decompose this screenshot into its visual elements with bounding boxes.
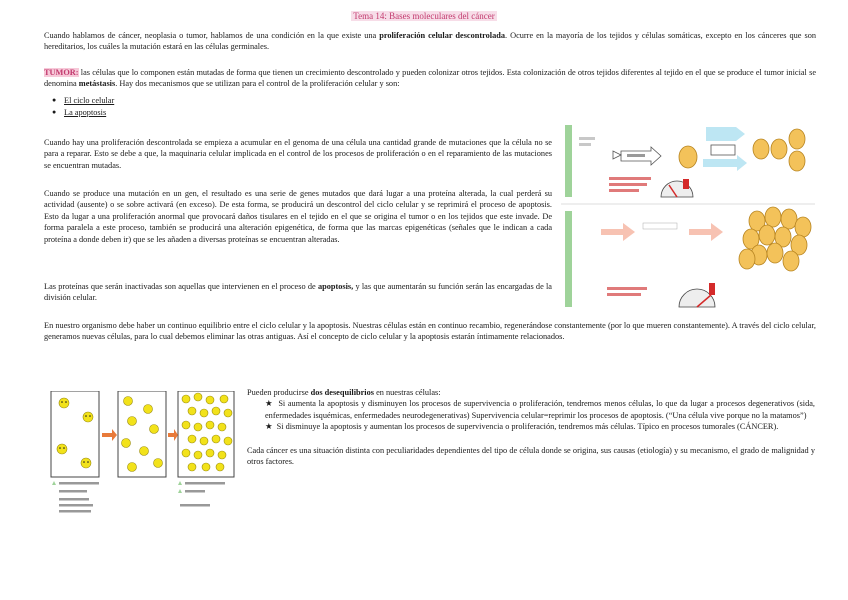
list-item-text: El ciclo celular [64,96,115,105]
paragraph-gene-mutation: Cuando se produce una mutación en un gen, el resultado es una serie de genes mutados que dará lugar a una proteína alterada, la cual perderá su actividad (ausente) o se sobre activará (en exceso). De esta forma, se producirá un descontrol del ciclo celular y se reprimirá el proceso de apoptosis. Esto da lugar a una proliferación anormal que provocará daños tisulares en el tejido en el que se origina el tumor o en los tejidos que este invade. De forma paralela a este proceso, también se producirá una alteración epigenética, de forma que las marcas epigenéticas (señales que le indican a cada proteína a donde deben ir) que se les añaden a diversas proteínas se encuentran alteradas. [44,189,552,244]
star-icon: ★ [265,399,274,409]
text: las células que lo componen están mutadas de forma que tienen un crecimiento descontrolado y pueden colonizar otros tejidos. Esta colonización de otros tejidos diferentes al tejido en el que se produce el tumor inicial se denomina [44,68,816,89]
text: Pueden producirse [247,388,311,397]
text: y las que aumentarán su función serán las encargadas de la división celular. [44,282,552,303]
text: Si aumenta la apoptosis y disminuyen los procesos de supervivencia o proliferación, tendremos menos células, lo que da lugar a procesos degenerativos (sida, enfermedades isquémicas, enfermedades neurodegenerativas) Supervivencia celular=reprimir los procesos de apoptosis. (“Una célula vive porque no la matamos”) [265,399,815,420]
text: Cuando hablamos de cáncer, neoplasia o tumor, hablamos de una condición en la que existe una [44,31,380,40]
bold-text: apoptosis, [317,282,354,291]
imbalance-item-2 [247,421,815,432]
paragraph-mutations: Cuando hay una proliferación descontrolada se empieza a acumular en el genoma de una célula una cantidad grande de mutaciones que la célula no se para a reparar. Esto se debe a que, la maquinaria celular implicada en el control de los procesos de proliferación o en el reparamiento de las mutaciones se encuentran mutadas. [44,138,552,170]
paragraph-tumor [44,67,816,90]
paragraph-cancer-types: Cada cáncer es una situación distinta con peculiaridades dependientes del tipo de célula donde se origina, sus causas (etiología) y su mecanismo, el grado de malignidad y otros factores. [247,445,815,467]
paragraph-intro [44,30,816,53]
list-item [52,107,114,119]
bold-text: proliferación celular descontrolada [379,31,506,40]
page-title: Tema 14: Bases moleculares del cáncer [353,11,495,21]
text: . Hay dos mecanismos que se utilizan para el control de la proliferación celular y son: [115,79,400,89]
paragraph-proteins [44,281,552,304]
balance-figure [48,391,238,523]
imbalance-item-1 [247,398,815,421]
mechanism-list [52,95,114,119]
text: Si disminuye la apoptosis y aumentan los procesos de supervivencia o proliferación, tendremos más células. Típico en procesos tumorales (CÁNCER). [276,422,779,432]
tumor-label: TUMOR: [44,68,79,77]
list-item [52,95,114,107]
proliferation-figure [561,121,815,311]
text: en nuestras células: [374,388,441,397]
spacer [247,433,815,445]
star-icon: ★ [265,422,273,432]
imbalance-intro [247,387,815,398]
paragraph-equilibrium: En nuestro organismo debe haber un continuo equilibrio entre el ciclo celular y la apoptosis. Nuestras células están en continuo recambio, regenerándose constantemente (por lo que mueren constantemente). A través del ciclo celular, generamos nuevas células, para lo cual debemos eliminar las otras antiguas. Así el concepto de ciclo celular y la apoptosis estarán íntimamente relacionados. [44,321,816,342]
title-wrap [0,10,848,22]
right-column [247,387,815,468]
text: Las proteínas que serán inactivadas son aquellas que intervienen en el proceso de [44,282,318,291]
text: . Ocurre en la mayoría de los tejidos y células somáticas, excepto en los cánceres que son hereditarios, los cuáles la mutación estará en las células germinales. [44,31,816,52]
bold-text: metástasis [78,79,116,89]
bold-text: dos desequilibrios [310,388,374,397]
list-item-text: La apoptosis [64,108,107,117]
